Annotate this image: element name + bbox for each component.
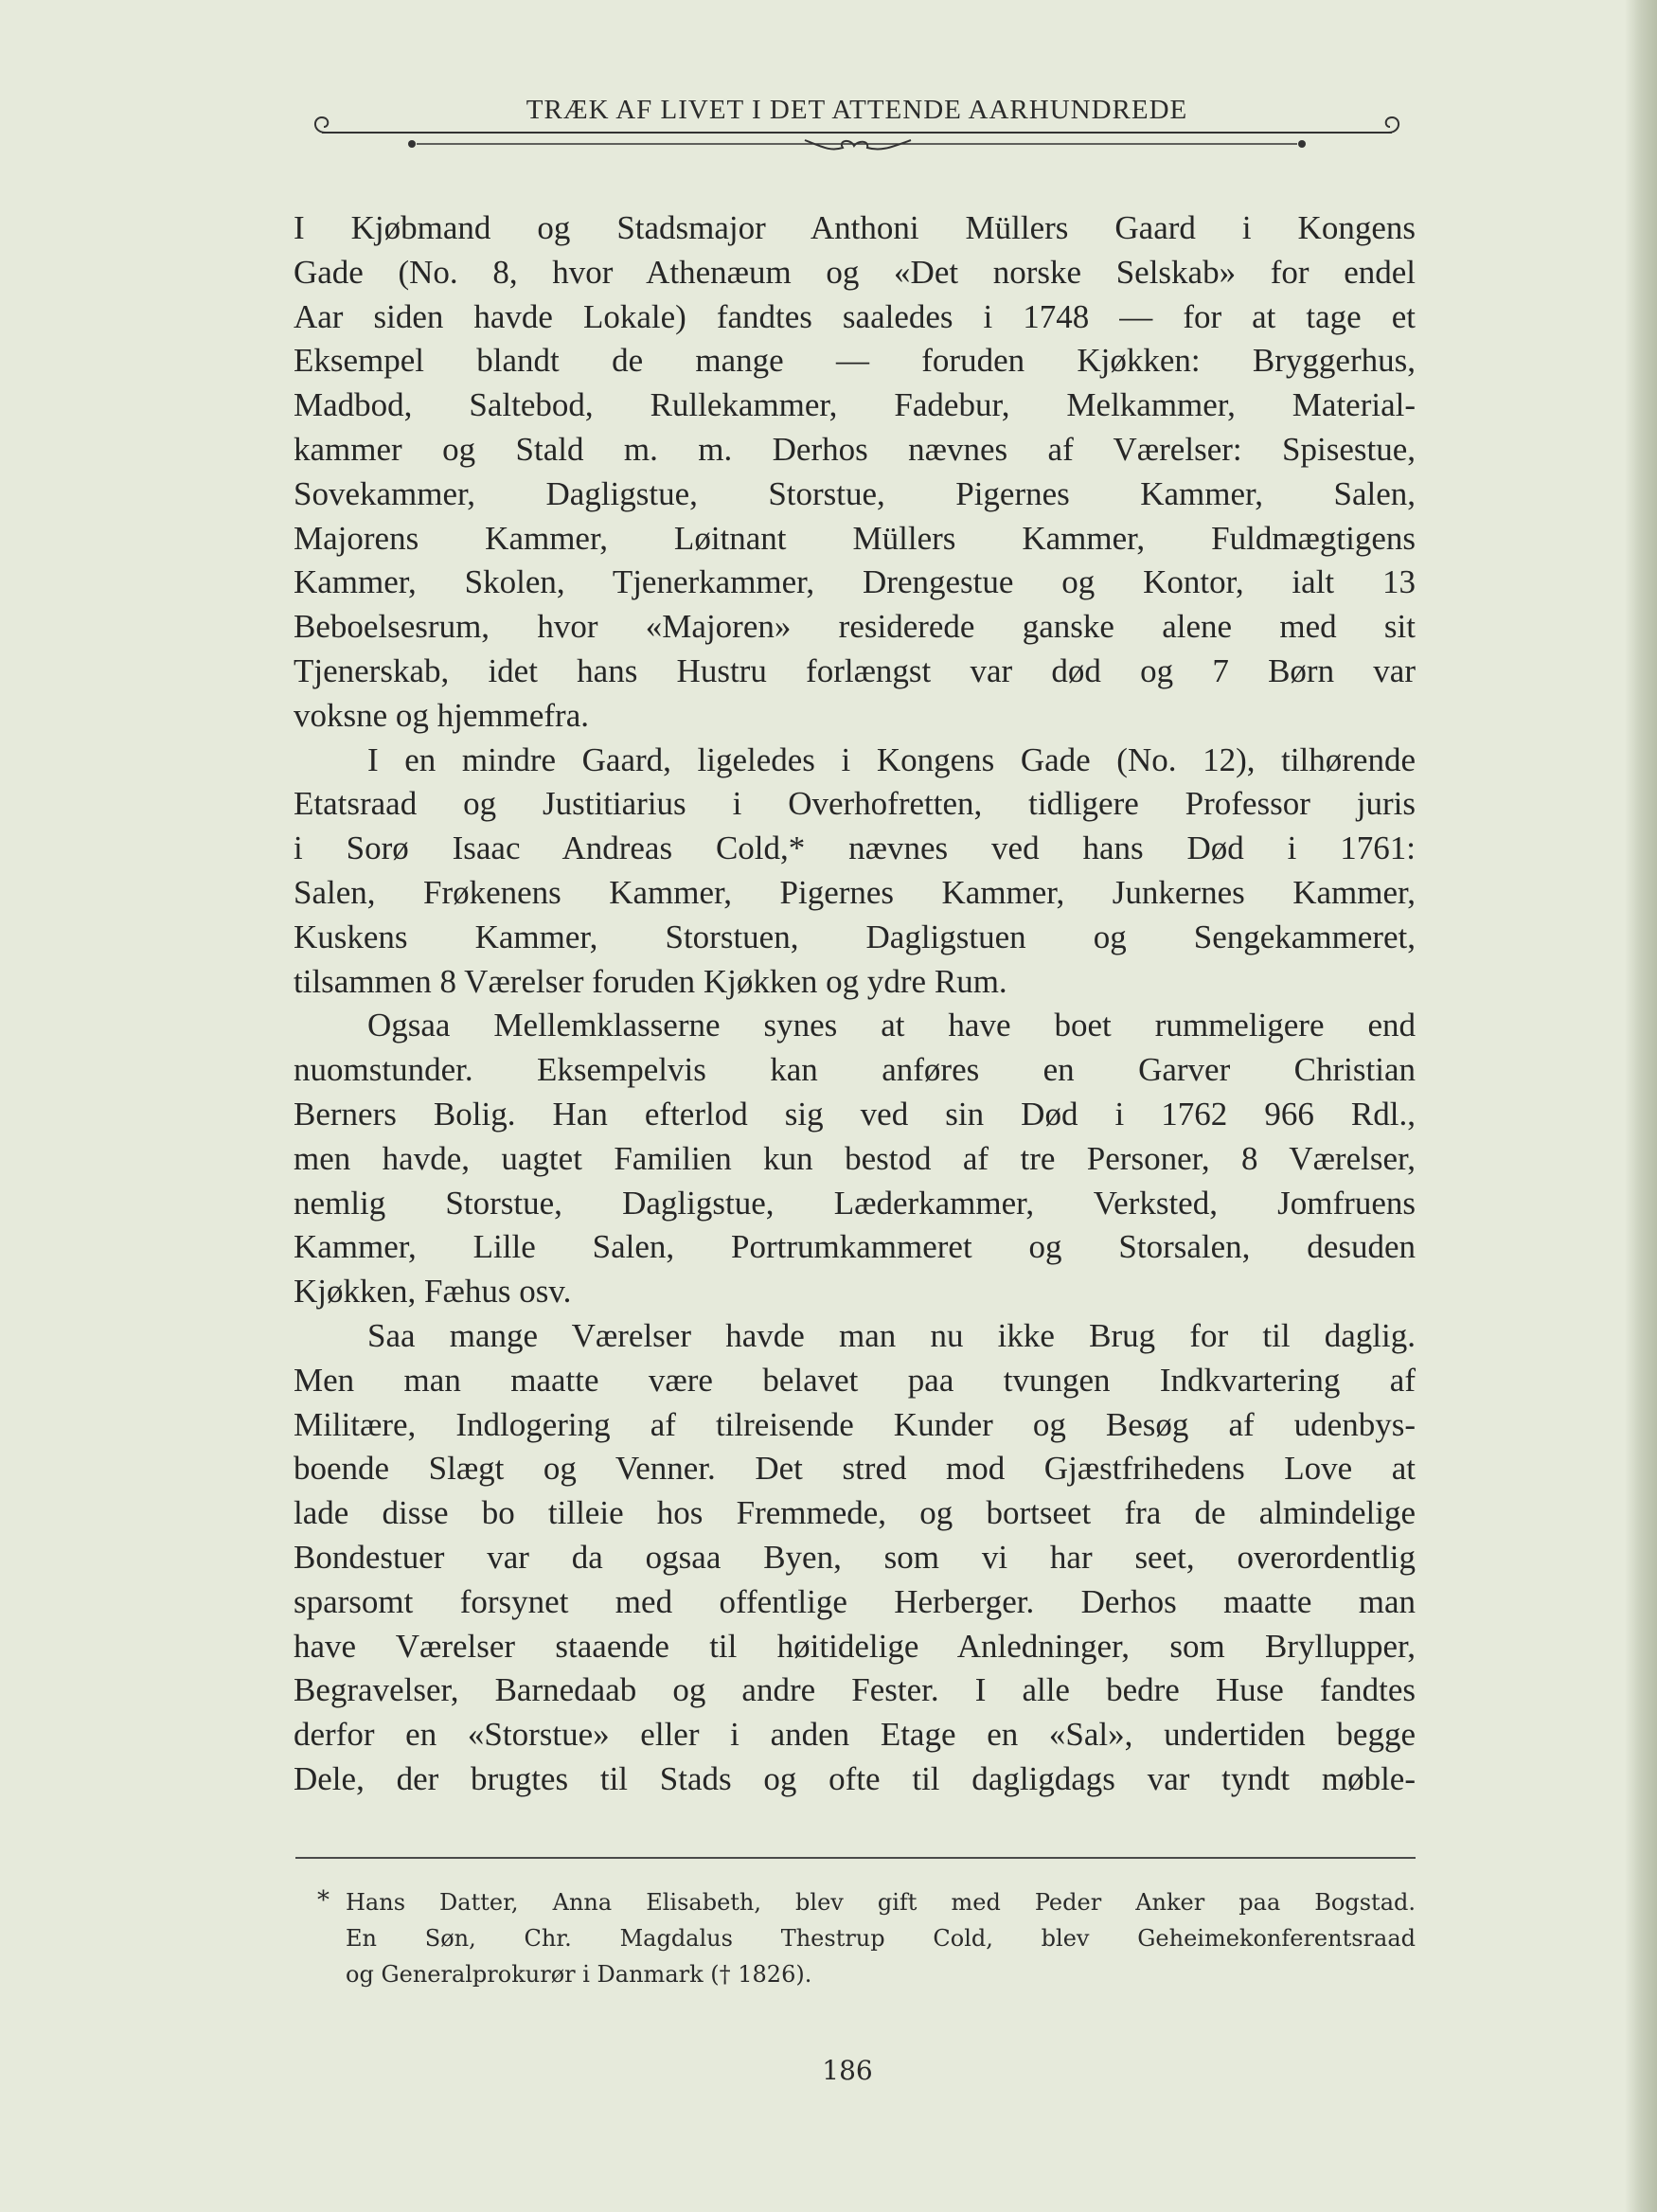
text-line: Militære, Indlogering af tilreisende Kunder og Besøg af udenbys- bbox=[294, 1405, 1416, 1443]
text-line: lade disse bo tilleie hos Fremmede, og bortseet fra de almindelige bbox=[294, 1494, 1416, 1532]
running-title: TRÆK AF LIVET I DET ATTENDE AARHUNDREDE bbox=[526, 95, 1188, 125]
text-line: Bondestuer var da ogsaa Byen, som vi har seet, overordentlig bbox=[294, 1538, 1416, 1576]
text-line: boende Slægt og Venner. Det stred mod Gjæstfrihedens Love at bbox=[294, 1450, 1416, 1488]
text-line: have Værelser staaende til høitidelige Anledninger, som Bryllupper, bbox=[294, 1627, 1416, 1665]
text-line: Etatsraad og Justitiarius i Overhofretten, tidligere Professor juris bbox=[294, 785, 1416, 823]
text-line: Kammer, Lille Salen, Portrumkammeret og Storsalen, desuden bbox=[294, 1228, 1416, 1266]
text-line: voksne og hjemmefra. bbox=[294, 696, 589, 734]
text-line: Kjøkken, Fæhus osv. bbox=[294, 1273, 572, 1311]
text-line: tilsammen 8 Værelser foruden Kjøkken og ydre Rum. bbox=[294, 962, 1007, 1000]
text-line: Tjenerskab, idet hans Hustru forlængst var død og 7 Børn var bbox=[294, 651, 1416, 689]
text-line: Saa mange Værelser havde man nu ikke Brug for til daglig. bbox=[367, 1316, 1416, 1354]
footnote-line: og Generalprokurør i Danmark († 1826). bbox=[346, 1961, 812, 1988]
text-line: Beboelsesrum, hvor «Majoren» residerede ganske alene med sit bbox=[294, 608, 1416, 646]
text-line: Salen, Frøkenens Kammer, Pigernes Kammer, Junkernes Kammer, bbox=[294, 873, 1416, 911]
text-line: men havde, uagtet Familien kun bestod af tre Personer, 8 Værelser, bbox=[294, 1139, 1416, 1177]
running-header bbox=[312, 85, 1401, 161]
text-line: Berners Bolig. Han efterlod sig ved sin Død i 1762 966 Rdl., bbox=[294, 1095, 1416, 1133]
text-line: Eksempel blandt de mange — foruden Kjøkken: Bryggerhus, bbox=[294, 342, 1416, 380]
body-text bbox=[294, 206, 1416, 1802]
text-line: Sovekammer, Dagligstue, Storstue, Pigernes Kammer, Salen, bbox=[294, 474, 1416, 512]
text-line: Ogsaa Mellemklasserne synes at have boet rummeligere end bbox=[367, 1007, 1416, 1044]
footnote-line: Hans Datter, Anna Elisabeth, blev gift med Peder Anker paa Bogstad. bbox=[346, 1889, 1416, 1916]
footnote bbox=[317, 1884, 1416, 1992]
text-line: Begravelser, Barnedaab og andre Fester. I alle bedre Huse fandtes bbox=[294, 1671, 1416, 1709]
text-line: kammer og Stald m. m. Derhos nævnes af Værelser: Spisestue, bbox=[294, 430, 1416, 468]
text-line: derfor en «Storstue» eller i anden Etage en «Sal», undertiden begge bbox=[294, 1716, 1416, 1754]
text-line: nemlig Storstue, Dagligstue, Læderkammer, Verksted, Jomfruens bbox=[294, 1184, 1416, 1222]
text-line: Men man maatte være belavet paa tvungen Indkvartering af bbox=[294, 1361, 1416, 1399]
text-line: Kammer, Skolen, Tjenerkammer, Drengestue og Kontor, ialt 13 bbox=[294, 563, 1416, 601]
text-line: I Kjøbmand og Stadsmajor Anthoni Müllers Gaard i Kongens bbox=[294, 209, 1416, 246]
text-line: Gade (No. 8, hvor Athenæum og «Det norske Selskab» for endel bbox=[294, 253, 1416, 291]
text-line: i Sorø Isaac Andreas Cold,* nævnes ved hans Død i 1761: bbox=[294, 830, 1416, 867]
text-line: Majorens Kammer, Løitnant Müllers Kammer, Fuldmægtigens bbox=[294, 519, 1416, 557]
text-line: sparsomt forsynet med offentlige Herberger. Derhos maatte man bbox=[294, 1582, 1416, 1620]
text-line: nuomstunder. Eksempelvis kan anføres en Garver Christian bbox=[294, 1051, 1416, 1089]
text-line: Aar siden havde Lokale) fandtes saaledes i 1748 — for at tage et bbox=[294, 297, 1416, 335]
text-line: Dele, der brugtes til Stads og ofte til dagligdags var tyndt møble- bbox=[294, 1759, 1416, 1797]
footnote-marker: * bbox=[317, 1886, 330, 1915]
page-edge-shadow bbox=[1625, 0, 1657, 2212]
text-line: Madbod, Saltebod, Rullekammer, Fadebur, Melkammer, Material- bbox=[294, 386, 1416, 424]
footnote-line: En Søn, Chr. Magdalus Thestrup Cold, blev Geheimekonferentsraad bbox=[346, 1925, 1416, 1952]
footnote-divider bbox=[295, 1857, 1416, 1859]
text-line: I en mindre Gaard, ligeledes i Kongens Gade (No. 12), tilhørende bbox=[367, 740, 1416, 778]
page-number: 186 bbox=[822, 2055, 873, 2086]
text-line: Kuskens Kammer, Storstuen, Dagligstuen og Sengekammeret, bbox=[294, 918, 1416, 955]
